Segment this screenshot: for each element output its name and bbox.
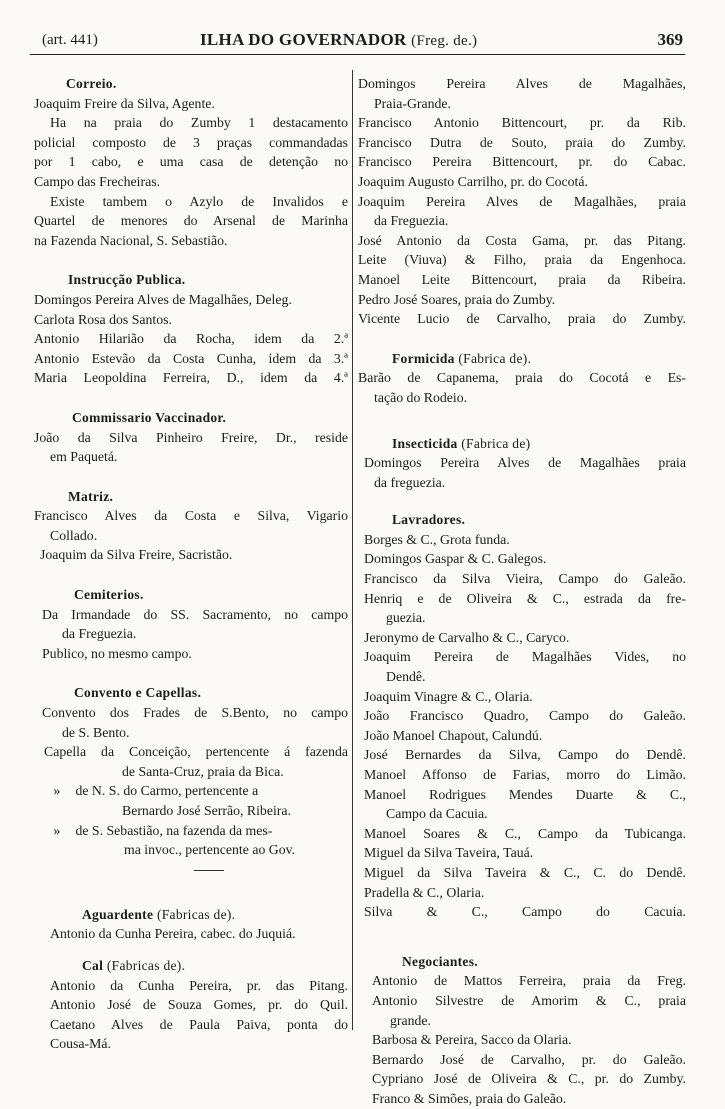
heading-text: Insecticida	[392, 435, 458, 451]
entry-line: da Freguezia.	[374, 213, 449, 229]
entry-line: ma invoc., pertencente ao Gov.	[124, 842, 296, 858]
entry-line: Manoel Affonso de Farias, morro do Limão.	[364, 767, 686, 782]
entry-line: Barão de Capanema, praia do Cocotá e Es-	[358, 370, 686, 386]
entry-line: policial composto de 3 praças commandadas	[34, 134, 348, 150]
entry-line: guezia.	[386, 610, 426, 626]
entry-line: Henriq e de Oliveira & C., estrada da fre-	[364, 590, 686, 606]
entry-line: Antonio da Cunha Pereira, pr. das Pitang.	[50, 977, 348, 993]
entry-line: Francisco da Silva Vieira, Campo do Galeão.	[364, 571, 686, 587]
entry-line: João Francisco Quadro, Campo do Galeão.	[364, 708, 686, 724]
entry-line: Francisco Pereira Bittencourt, pr. do Cabac.	[358, 154, 686, 170]
heading-text: Cal	[82, 957, 104, 973]
entry-line: Barbosa & Pereira, Sacco da Olaria.	[372, 1032, 572, 1048]
entry-line: de S. Bento.	[62, 724, 130, 740]
entry-line: Existe tambem o Azylo de Invalidos e	[50, 193, 348, 209]
entry-line: Domingos Pereira Alves de Magalhães,	[358, 76, 686, 91]
entry-line: Vicente Lucio de Carvalho, praia do Zumby.	[358, 311, 686, 327]
entry-text: de S. Sebastião, na fazenda da mes-	[75, 822, 273, 838]
entry-line: Manoel Leite Bittencourt, praia da Ribeira.	[358, 271, 686, 287]
entry-line: Francisco Antonio Bittencourt, pr. da Rib.	[358, 115, 686, 131]
entry-line: Francisco Alves da Costa e Silva, Vigario	[34, 508, 348, 524]
entry-line: Borges & C., Grota funda.	[364, 531, 510, 547]
section-heading	[358, 434, 686, 454]
entry-line: Domingos Pereira Alves de Magalhães praia	[364, 455, 686, 471]
entry-line: em Paquetá.	[50, 449, 118, 465]
entry-line	[34, 821, 348, 841]
entry-line: João Manoel Chapout, Calundú.	[364, 727, 543, 743]
entry-line: Convento dos Frades de S.Bento, no campo	[42, 705, 348, 721]
entry-line: Pedro José Soares, praia do Zumby.	[358, 291, 556, 307]
heading-paren: (Fabrica de)	[461, 435, 531, 451]
entry-line: Cypriano José de Oliveira & C., pr. do Zumby.	[372, 1071, 686, 1087]
ditto-mark: »	[53, 822, 61, 838]
section-heading: Cemiterios.	[74, 587, 144, 603]
section-heading	[34, 905, 348, 925]
entry-line: Jeronymo de Carvalho & C., Caryco.	[364, 629, 570, 645]
title-text: ILHA DO GOVERNADOR	[200, 30, 407, 49]
entry-line: Antonio de Mattos Ferreira, praia da Freg.	[372, 973, 686, 989]
section-heading	[358, 349, 686, 369]
entry-line: Maria Leopoldina Ferreira, D., idem da 4.ª	[34, 370, 348, 386]
entry-line: José Bernardes da Silva, Campo do Dendê.	[364, 747, 686, 763]
section-lavradores	[358, 510, 686, 921]
section-heading: Convento e Capellas.	[74, 685, 202, 701]
section-cal	[34, 956, 348, 1054]
heading-paren: (Fabricas de).	[156, 906, 236, 922]
section-instruccao	[34, 270, 348, 388]
entry-line: Francisco Dutra de Souto, praia do Zumby.	[358, 134, 686, 150]
section-formicida	[358, 349, 686, 408]
entry-line: Publico, no mesmo campo.	[42, 645, 192, 661]
entry-line: Miguel da Silva Taveira, Tauá.	[364, 845, 534, 861]
entry-line: Caetano Alves de Paula Paiva, ponta do	[50, 1016, 348, 1032]
entry-line: Joaquim Freire da Silva, Agente.	[34, 95, 215, 111]
page-title	[200, 30, 477, 50]
section-cemiterios	[34, 585, 348, 663]
entry-line: Carlota Rosa dos Santos.	[34, 311, 172, 327]
section-heading: Matriz.	[68, 488, 114, 504]
article-reference: (art. 441)	[42, 32, 98, 48]
entry-line: Cousa-Má.	[50, 1036, 111, 1052]
entry-line: tação do Rodeio.	[374, 389, 468, 405]
section-insecticida	[358, 434, 686, 493]
section-heading	[34, 956, 348, 976]
section-commissario	[34, 408, 348, 467]
entry-line: Quartel de menores do Arsenal de Marinha	[34, 213, 348, 229]
entry-line: Manoel Soares & C., Campo da Tubicanga.	[364, 825, 686, 841]
entry-line: da freguezia.	[374, 474, 446, 490]
page-number: 369	[657, 30, 683, 49]
entry-line: Capella da Conceição, pertencente á fazenda	[44, 744, 348, 760]
page-header	[30, 30, 685, 55]
entry-line: Joaquim Pereira de Magalhães Vides, no	[364, 649, 686, 665]
entry-line: Ha na praia do Zumby 1 destacamento	[50, 115, 348, 131]
entry-line: Joaquim Vinagre & C., Olaria.	[364, 688, 533, 704]
entry-line: Joaquim da Silva Freire, Sacristão.	[40, 547, 233, 563]
entry-line: na Fazenda Nacional, S. Sebastião.	[34, 232, 228, 248]
entry-line: Silva & C., Campo do Cacuia.	[364, 904, 686, 920]
entry-text: de N. S. do Carmo, pertencente a	[75, 783, 259, 799]
section-heading: Commissario Vaccinador.	[72, 409, 227, 425]
title-subtitle: (Freg. de.)	[411, 33, 478, 49]
entry-line: Collado.	[50, 527, 98, 543]
entry-line: Joaquim Pereira Alves de Magalhães, praia	[358, 193, 686, 209]
heading-paren: (Fabrica de).	[458, 350, 532, 366]
entry-line: da Freguezia.	[62, 626, 137, 642]
entry-line: Leite (Viuva) & Filho, praia da Engenhoca.	[358, 252, 686, 268]
entry-line: por 1 cabo, e uma casa de detenção no	[34, 154, 348, 170]
entry-line: Bernardo José Serrão, Ribeira.	[122, 803, 291, 818]
entry-line: Antonio Estevão da Costa Cunha, idem da 3.ª	[34, 350, 348, 366]
section-matriz	[34, 487, 348, 565]
left-column	[34, 74, 348, 1054]
section-continued-list	[358, 74, 686, 329]
right-column	[358, 74, 686, 1109]
entry-line: Domingos Gaspar & C. Galegos.	[364, 551, 547, 567]
section-aguardente	[34, 905, 348, 944]
entry-line: Bernardo José de Carvalho, pr. do Galeão.	[372, 1051, 686, 1067]
heading-text: Formicida	[392, 350, 455, 366]
entry-line: João da Silva Pinheiro Freire, Dr., reside	[34, 429, 348, 445]
ditto-mark: »	[53, 783, 61, 799]
entry-line: Dendê.	[386, 669, 426, 685]
entry-line: Joaquim Augusto Carrilho, pr. do Cocotá.	[358, 173, 588, 189]
entry-line	[34, 781, 348, 801]
entry-line: Miguel da Silva Taveira & C., C. do Dendê.	[364, 864, 686, 880]
section-heading: Negociantes.	[402, 953, 478, 969]
section-correio	[34, 74, 348, 250]
entry-line: Antonio Hilarião da Rocha, idem da 2.ª	[34, 331, 348, 347]
entry-line: Campo da Cacuia.	[386, 806, 488, 822]
entry-line: Antonio Silvestre de Amorim & C., praia	[372, 992, 686, 1008]
section-convento	[34, 683, 348, 870]
heading-paren: (Fabricas de).	[106, 957, 186, 973]
entry-line: Campo das Frecheiras.	[34, 173, 161, 189]
entry-line: Manoel Rodrigues Mendes Duarte & C.,	[364, 786, 686, 802]
entry-line: grande.	[390, 1012, 431, 1028]
section-heading: Instrucção Publica.	[68, 272, 186, 288]
entry-line: Pradella & C., Olaria.	[364, 884, 485, 900]
entry-line: Da Irmandade do SS. Sacramento, no campo	[42, 606, 348, 622]
entry-line: Praia-Grande.	[374, 95, 451, 111]
entry-line: de Santa-Cruz, praia da Bica.	[122, 763, 284, 779]
entry-line: Franco & Simões, praia do Galeão.	[372, 1090, 567, 1106]
entry-line: José Antonio da Costa Gama, pr. das Pitang.	[358, 232, 686, 248]
entry-line: Antonio José de Souza Gomes, pr. do Quil.	[50, 997, 348, 1013]
section-heading: Correio.	[66, 76, 117, 91]
column-divider	[352, 70, 353, 1030]
section-negociantes	[358, 952, 686, 1109]
entry-line: Domingos Pereira Alves de Magalhães, Deleg.	[34, 291, 292, 307]
heading-text: Aguardente	[82, 906, 154, 922]
entry-line: Antonio da Cunha Pereira, cabec. do Juquiá.	[50, 926, 296, 942]
section-heading: Lavradores.	[392, 512, 466, 528]
